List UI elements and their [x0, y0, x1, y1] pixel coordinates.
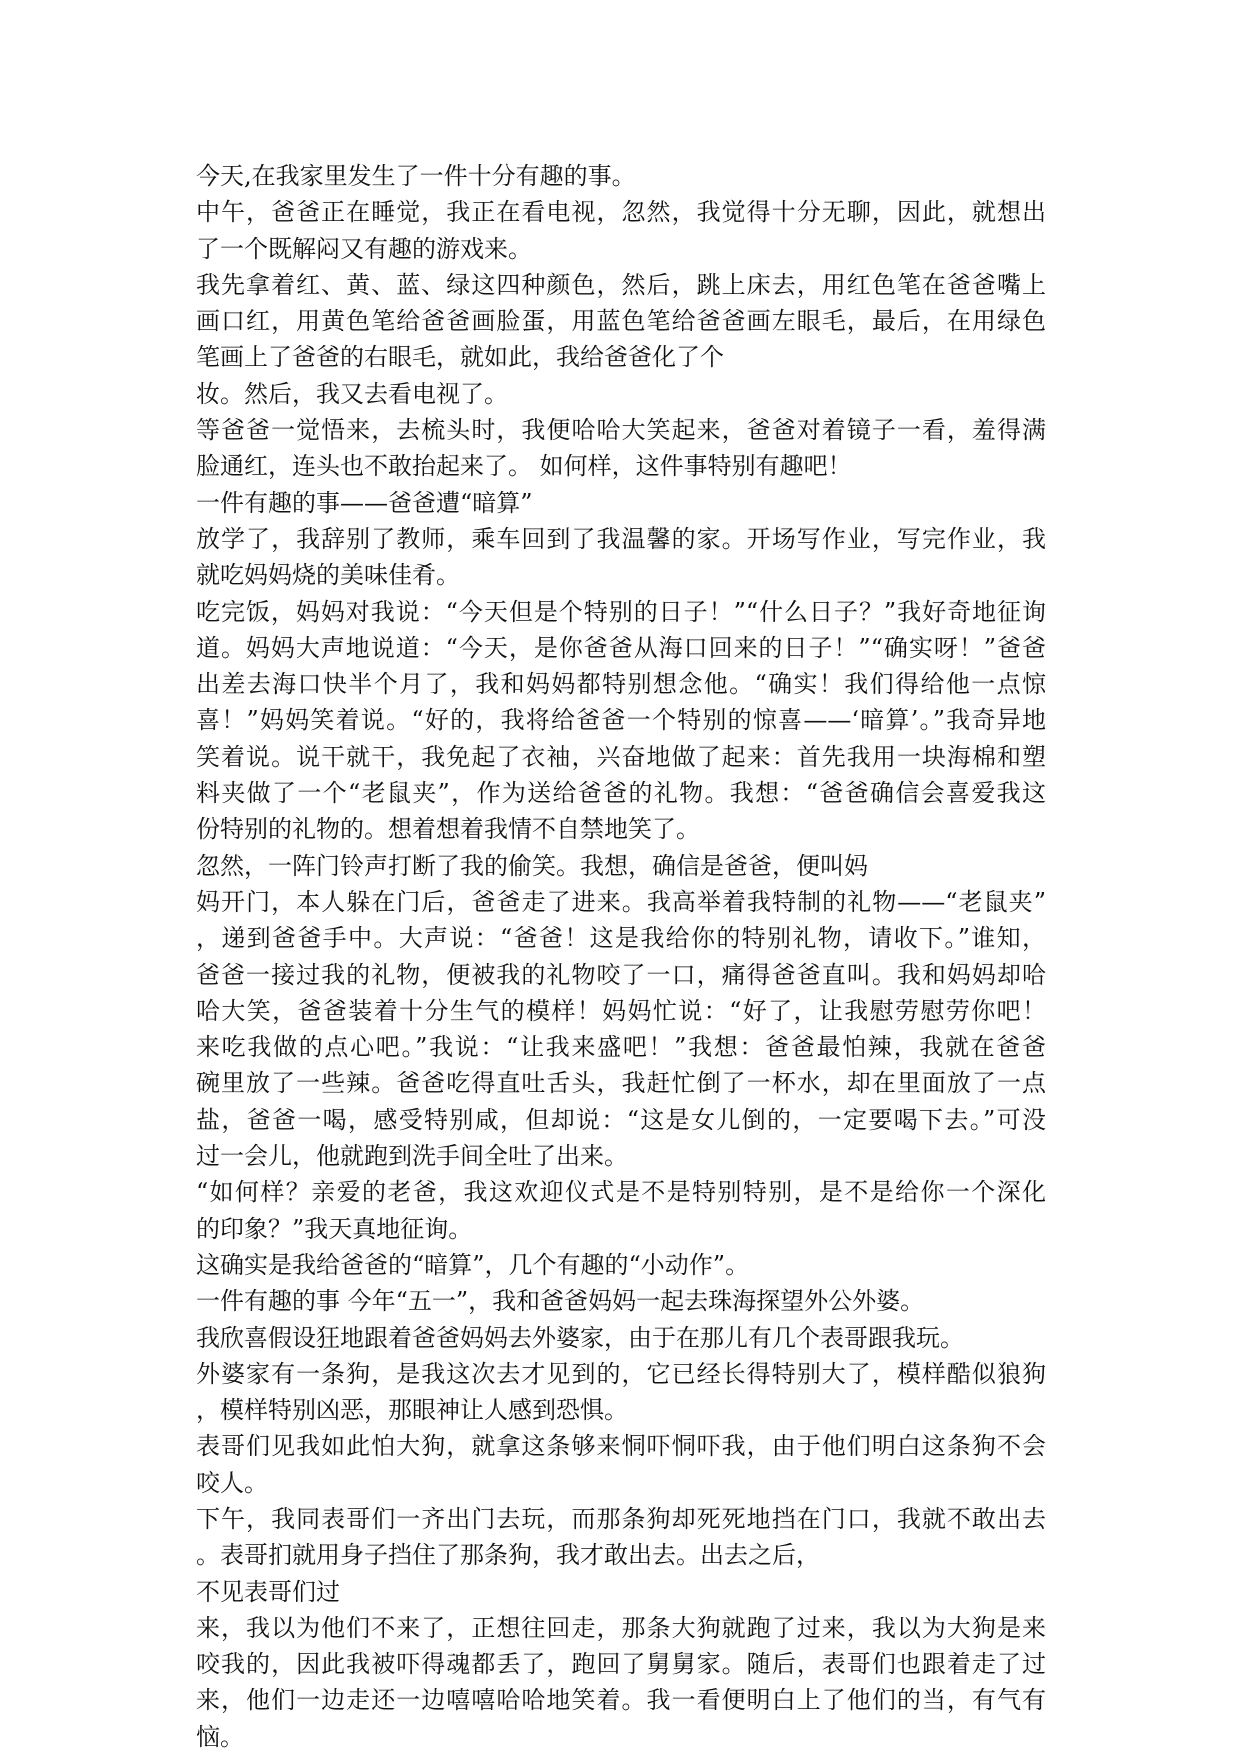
- text-line: 咬我的，因此我被吓得魂都丢了，跑回了舅舅家。随后，表哥们也跟着走了过: [196, 1650, 1046, 1679]
- text-line: 这确实是我给爸爸的“暗算”，几个有趣的“小动作”。: [196, 1250, 750, 1279]
- text-line: 道。妈妈大声地说道：“今天，是你爸爸从海口回来的日子！”“确实呀！”爸爸: [196, 633, 1046, 662]
- text-line: 笑着说。说干就干，我免起了衣袖，兴奋地做了起来：首先我用一块海棉和塑: [196, 742, 1046, 771]
- text-line: 一件有趣的事 今年“五一”，我和爸爸妈妈一起去珠海探望外公外婆。: [196, 1287, 925, 1316]
- text-line: 盐，爸爸一喝，感受特别咸，但却说：“这是女儿倒的，一定要喝下去。”可没: [196, 1105, 1046, 1134]
- text-line: 等爸爸一觉悟来，去梳头时，我便哈哈大笑起来，爸爸对着镜子一看，羞得满: [196, 416, 1046, 445]
- text-line: 了一个既解闷又有趣的游戏来。: [196, 234, 532, 263]
- text-line: 恼。: [196, 1722, 244, 1751]
- text-line: 份特别的礼物的。想着想着我情不自禁地笑了。: [196, 815, 700, 844]
- text-line: 表哥们见我如此怕大狗，就拿这条够来恫吓恫吓我，由于他们明白这条狗不会: [196, 1432, 1046, 1461]
- text-line: ，递到爸爸手中。大声说：“爸爸！这是我给你的特别礼物，请收下。”谁知，: [196, 924, 1046, 953]
- text-line: 来，我以为他们不来了，正想往回走，那条大狗就跑了过来，我以为大狗是来: [196, 1613, 1046, 1642]
- text-line: “如何样？亲爱的老爸，我这欢迎仪式是不是特别特别，是不是给你一个深化: [196, 1178, 1046, 1207]
- document-body: [196, 158, 1046, 1755]
- text-line: ，模样特别凶恶，那眼神让人感到恐惧。: [196, 1396, 628, 1425]
- text-line: 画口红，用黄色笔给爸爸画脸蛋，用蓝色笔给爸爸画左眼毛，最后，在用绿色: [196, 307, 1046, 336]
- text-line: 一件有趣的事——爸爸遭“暗算”: [196, 488, 533, 517]
- text-line: 碗里放了一些辣。爸爸吃得直吐舌头，我赶忙倒了一杯水，却在里面放了一点: [196, 1069, 1046, 1098]
- text-line: 我先拿着红、黄、蓝、绿这四种颜色，然后，跳上床去，用红色笔在爸爸嘴上: [196, 270, 1046, 299]
- text-line: 爸爸一接过我的礼物，便被我的礼物咬了一口，痛得爸爸直叫。我和妈妈却哈: [196, 960, 1046, 989]
- text-line: 我欣喜假设狂地跟着爸爸妈妈去外婆家，由于在那儿有几个表哥跟我玩。: [196, 1323, 964, 1352]
- text-line: 喜！”妈妈笑着说。“好的，我将给爸爸一个特别的惊喜——‘暗算’。”我奇异地: [196, 706, 1046, 735]
- text-line: 来吃我做的点心吧。”我说：“让我来盛吧！”我想：爸爸最怕辣，我就在爸爸: [196, 1033, 1046, 1062]
- text-line: 中午，爸爸正在睡觉，我正在看电视，忽然，我觉得十分无聊，因此，就想出: [196, 198, 1046, 227]
- text-line: 过一会儿，他就跑到洗手间全吐了出来。: [196, 1142, 628, 1171]
- text-line: 哈大笑，爸爸装着十分生气的模样！妈妈忙说：“好了，让我慰劳慰劳你吧！: [196, 996, 1046, 1025]
- text-line: 出差去海口快半个月了，我和妈妈都特别想念他。“确实！我们得给他一点惊: [196, 670, 1046, 699]
- text-line: 不见表哥们过: [196, 1577, 340, 1606]
- text-line: 放学了，我辞别了教师，乘车回到了我温馨的家。开场写作业，写完作业，我: [196, 524, 1046, 553]
- text-line: 脸通红，连头也不敢抬起来了。 如何样，这件事特别有趣吧！: [196, 452, 852, 481]
- text-line: 笔画上了爸爸的右眼毛，就如此，我给爸爸化了个: [196, 343, 724, 372]
- text-line: 就吃妈妈烧的美味佳肴。: [196, 561, 460, 590]
- text-line: 。表哥扪就用身子挡住了那条狗，我才敢出去。出去之后，: [196, 1541, 820, 1570]
- text-line: 料夹做了一个“老鼠夹”，作为送给爸爸的礼物。我想：“爸爸确信会喜爱我这: [196, 779, 1046, 808]
- text-line: 吃完饭，妈妈对我说：“今天但是个特别的日子！”“什么日子？”我好奇地征询: [196, 597, 1046, 626]
- text-line: 忽然，一阵门铃声打断了我的偷笑。我想，确信是爸爸，便叫妈: [196, 851, 868, 880]
- text-line: 妆。然后，我又去看电视了。: [196, 379, 508, 408]
- text-line: 外婆家有一条狗，是我这次去才见到的，它已经长得特别大了，模样酷似狼狗: [196, 1359, 1046, 1388]
- text-line: 妈开门，本人躲在门后，爸爸走了进来。我高举着我特制的礼物——“老鼠夹”: [196, 887, 1046, 916]
- text-line: 今天,在我家里发生了一件十分有趣的事。: [196, 162, 636, 190]
- text-line: 来，他们一边走还一边嘻嘻哈哈地笑着。我一看便明白上了他们的当，有气有: [196, 1686, 1046, 1715]
- text-line: 下午，我同表哥们一齐出门去玩，而那条狗却死死地挡在门口，我就不敢出去: [196, 1504, 1046, 1533]
- text-line: 咬人。: [196, 1468, 268, 1497]
- text-line: 的印象？”我天真地征询。: [196, 1214, 473, 1243]
